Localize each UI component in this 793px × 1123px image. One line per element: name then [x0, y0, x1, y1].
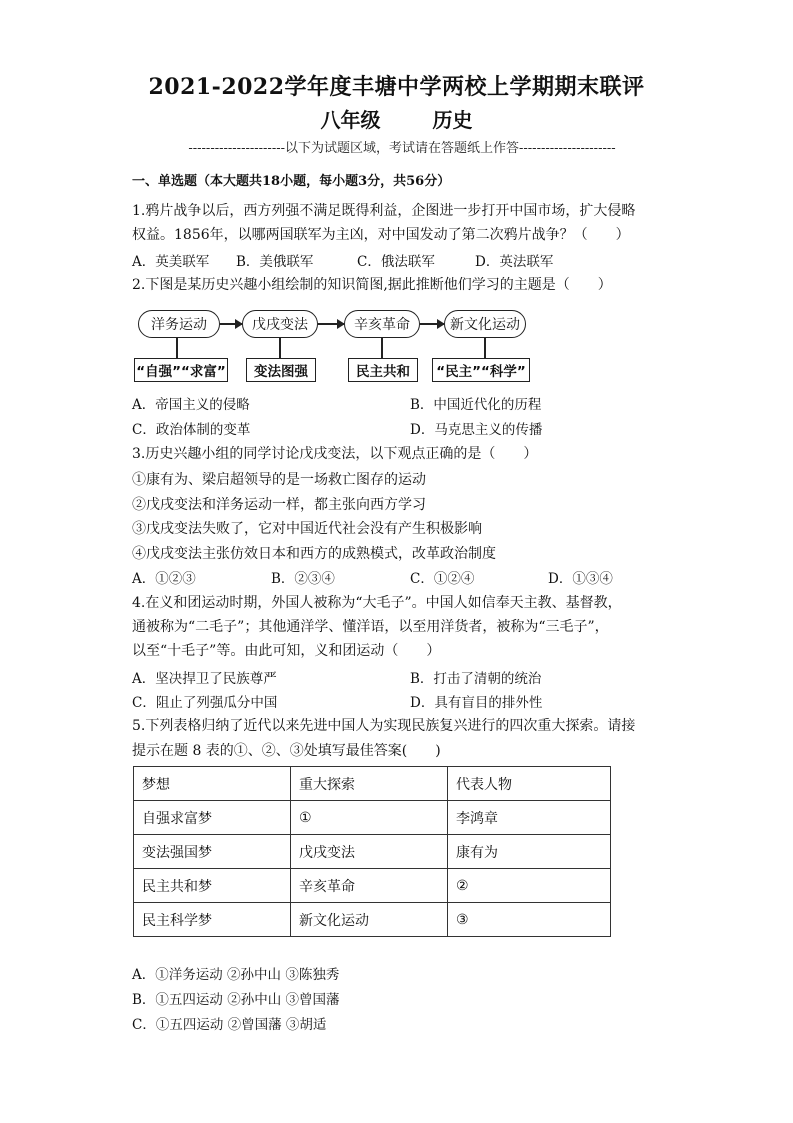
table-header-cell: 代表人物: [448, 767, 611, 801]
exam-title: 2021-2022学年度丰塘中学两校上学期期末联评: [148, 74, 645, 100]
q4-option-d: D．具有盲目的排外性: [410, 695, 543, 711]
diagram-label-yangwu: “自强”“求富”: [134, 358, 228, 382]
q4-option-c: C．阻止了列强瓜分中国: [132, 695, 278, 711]
table-cell: 李鸿章: [448, 801, 611, 835]
q3-option-a: A．①②③: [132, 571, 196, 587]
diagram-connector: [176, 338, 178, 358]
diagram-node-yangwu: 洋务运动: [138, 310, 220, 338]
table-cell: 变法强国梦: [134, 835, 291, 869]
q3-option-d: D．①③④: [548, 571, 613, 587]
diagram-connector: [484, 338, 486, 358]
diagram-node-wuxu: 戊戌变法: [242, 310, 318, 338]
table-cell: 民主科学梦: [134, 903, 291, 937]
q1-stem-line1: 1.鸦片战争以后，西方列强不满足既得利益，企图进一步打开中国市场，扩大侵略: [132, 203, 636, 219]
q5-stem-line1: 5.下列表格归纳了近代以来先进中国人为实现民族复兴进行的四次重大探索。请接: [132, 718, 636, 734]
table-row: [134, 835, 611, 869]
answer-area-divider: ----------------------以下为试题区域，考试请在答题纸上作答----------------------: [188, 141, 616, 156]
q5-option-c: C．①五四运动 ②曾国藩 ③胡适: [132, 1017, 327, 1033]
q5-option-a: A．①洋务运动 ②孙中山 ③陈独秀: [132, 967, 340, 983]
q4-option-b: B．打击了清朝的统治: [410, 671, 542, 687]
q3-option-c: C．①②④: [410, 571, 475, 587]
diagram-connector: [279, 338, 281, 358]
diagram-arrow: [420, 323, 444, 325]
q1-option-c: C．俄法联军: [357, 254, 435, 270]
q5-option-b: B．①五四运动 ②孙中山 ③曾国藩: [132, 992, 340, 1008]
q1-stem-line2: 权益。1856年，以哪两国联军为主凶，对中国发动了第二次鸦片战争？（ ）: [132, 227, 630, 243]
diagram-node-xinwenhua: 新文化运动: [444, 310, 526, 338]
q2-knowledge-diagram: [132, 302, 652, 386]
q3-item-1: ①康有为、梁启超领导的是一场救亡图存的运动: [132, 472, 426, 488]
table-row: [134, 903, 611, 937]
q3-item-3: ③戊戌变法失败了，它对中国近代社会没有产生积极影响: [132, 521, 482, 537]
q5-table: [133, 766, 611, 937]
q5-stem-line2: 提示在题 8 表的①、②、③处填写最佳答案( ): [132, 743, 441, 759]
q3-item-4: ④戊戌变法主张仿效日本和西方的成熟模式，改革政治制度: [132, 546, 496, 562]
q2-option-c: C．政治体制的变革: [132, 422, 251, 438]
diagram-label-xinhai: 民主共和: [348, 358, 418, 382]
diagram-arrow: [318, 323, 344, 325]
table-cell: 民主共和梦: [134, 869, 291, 903]
diagram-connector: [381, 338, 383, 358]
table-cell: 戊戌变法: [291, 835, 448, 869]
table-row: [134, 801, 611, 835]
table-cell: 新文化运动: [291, 903, 448, 937]
q2-stem: 2.下图是某历史兴趣小组绘制的知识简图,据此推断他们学习的主题是（ ）: [132, 277, 612, 293]
table-cell: 自强求富梦: [134, 801, 291, 835]
q1-option-b: B．美俄联军: [236, 254, 314, 270]
table-cell: ②: [448, 869, 611, 903]
table-cell: 辛亥革命: [291, 869, 448, 903]
grade-label: 八年级: [320, 108, 381, 132]
q1-option-d: D．英法联军: [475, 254, 554, 270]
diagram-node-xinhai: 辛亥革命: [344, 310, 420, 338]
table-cell: ③: [448, 903, 611, 937]
q2-option-d: D．马克思主义的传播: [410, 422, 543, 438]
section-title: 一、单选题（本大题共18小题，每小题3分，共56分）: [132, 174, 451, 189]
q4-stem-line1: 4.在义和团运动时期，外国人被称为“大毛子”。中国人如信奉天主教、基督教，: [132, 595, 622, 611]
exam-subtitle: [0, 104, 793, 133]
table-row: [134, 869, 611, 903]
q4-stem-line2: 通被称为“二毛子”；其他通洋学、懂洋语，以至用洋货者，被称为“三毛子”，: [132, 619, 609, 635]
table-header-cell: 梦想: [134, 767, 291, 801]
q1-option-a: A．英美联军: [132, 254, 210, 270]
diagram-label-xinwenhua: “民主”“科学”: [432, 358, 530, 382]
table-header-row: [134, 767, 611, 801]
subject-label: 历史: [432, 108, 473, 132]
diagram-label-wuxu: 变法图强: [246, 358, 316, 382]
q2-option-a: A．帝国主义的侵略: [132, 397, 250, 413]
diagram-arrow: [220, 323, 242, 325]
q3-option-b: B．②③④: [271, 571, 335, 587]
table-header-cell: 重大探索: [291, 767, 448, 801]
q4-stem-line3: 以至“十毛子”等。由此可知，义和团运动（ ）: [132, 643, 441, 659]
table-cell: ①: [291, 801, 448, 835]
table-cell: 康有为: [448, 835, 611, 869]
q3-stem: 3.历史兴趣小组的同学讨论戊戌变法，以下观点正确的是（ ）: [132, 446, 538, 462]
q3-item-2: ②戊戌变法和洋务运动一样，都主张向西方学习: [132, 497, 426, 513]
q2-option-b: B．中国近代化的历程: [410, 397, 542, 413]
q4-option-a: A．坚决捍卫了民族尊严: [132, 671, 277, 687]
